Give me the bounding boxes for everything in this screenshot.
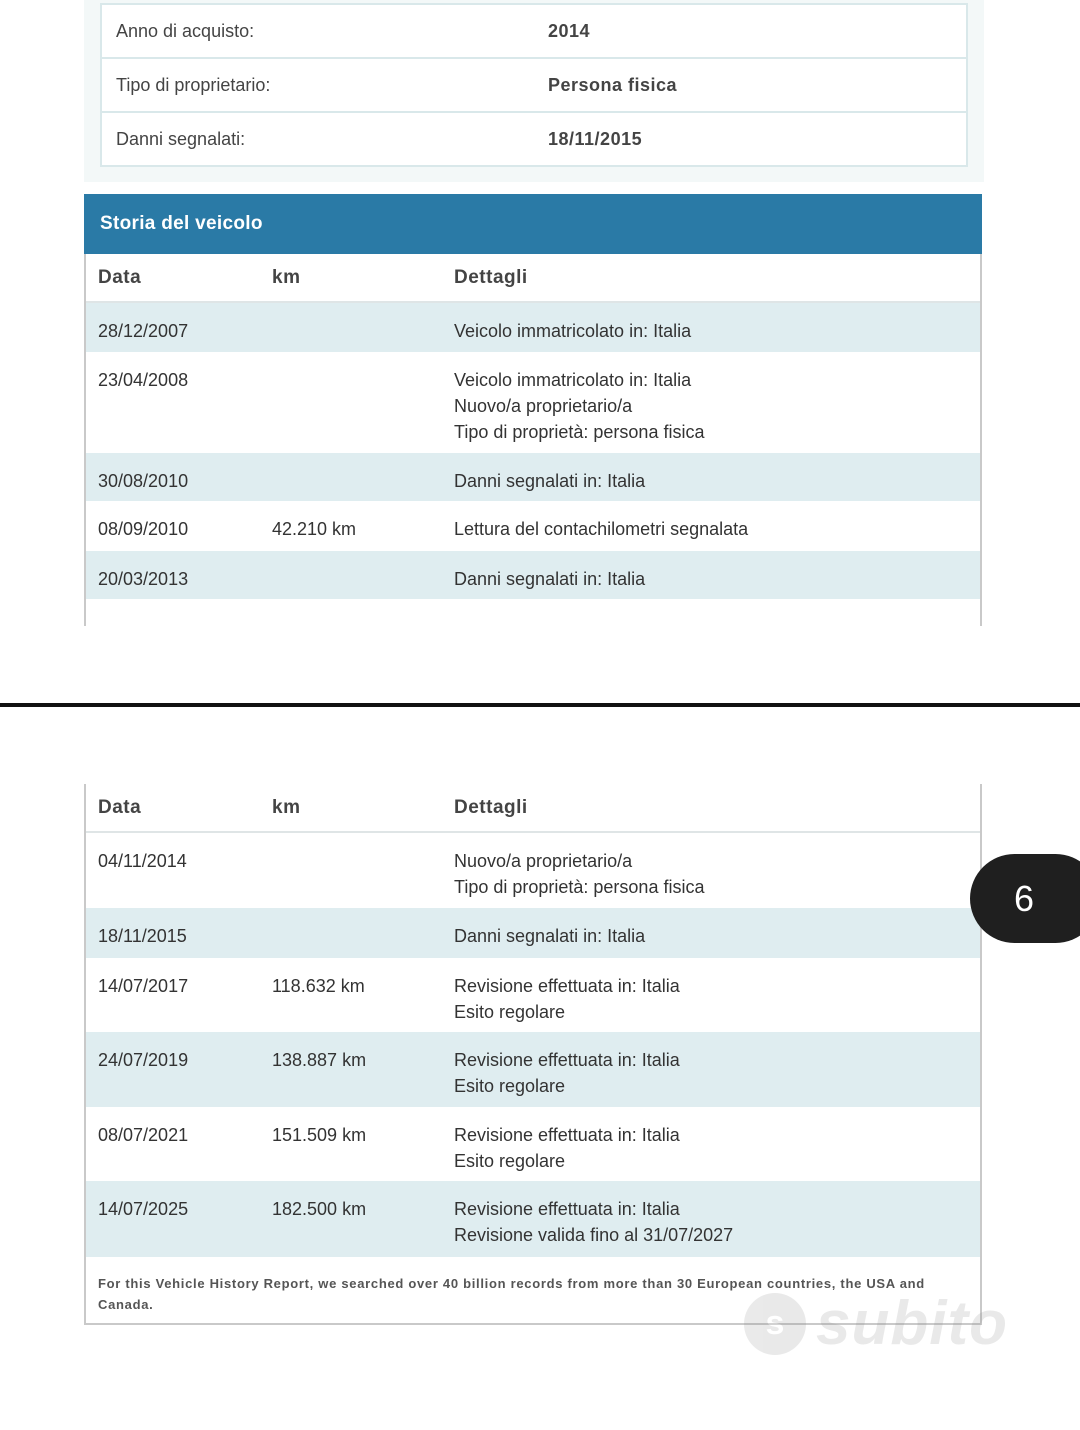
row-date: 14/07/2025	[98, 1199, 189, 1219]
row-date: 08/07/2021	[98, 1125, 189, 1145]
history-title: Storia del veicolo	[84, 194, 982, 254]
row-date: 18/11/2015	[98, 926, 187, 946]
detail-line: Nuovo/a proprietario/a	[454, 851, 633, 871]
row-details	[454, 566, 980, 599]
screenshot-divider	[0, 703, 1080, 707]
row-km	[272, 367, 454, 453]
detail-line: Danni segnalati in: Italia	[454, 471, 646, 491]
row-km	[272, 923, 454, 958]
vehicle-history-table	[84, 194, 982, 626]
table-row	[86, 551, 980, 599]
header-date: Data	[98, 796, 142, 818]
row-date: 20/03/2013	[98, 569, 189, 589]
row-date: 28/12/2007	[98, 321, 189, 341]
row-details	[454, 1196, 980, 1257]
table-row	[86, 958, 980, 1032]
header-km: km	[272, 796, 301, 818]
detail-line: Tipo di proprietà: persona fisica	[454, 422, 705, 442]
watermark-text: subito	[816, 1289, 1008, 1358]
subito-logo-icon: s	[744, 1293, 806, 1355]
info-label: Anno di acquisto:	[116, 20, 255, 41]
table-row	[86, 501, 980, 551]
table-row	[86, 1181, 980, 1257]
header-date: Data	[98, 266, 142, 288]
row-details	[454, 973, 980, 1032]
detail-line: Danni segnalati in: Italia	[454, 569, 646, 589]
history-rows	[86, 833, 980, 1257]
vehicle-info-table	[100, 3, 968, 167]
row-km	[272, 848, 454, 908]
row-details	[454, 1122, 980, 1181]
detail-line: Revisione effettuata in: Italia	[454, 1050, 680, 1070]
detail-line: Veicolo immatricolato in: Italia	[454, 370, 692, 390]
row-details	[454, 516, 980, 551]
info-row-owner-type	[102, 59, 966, 113]
table-header	[86, 784, 980, 833]
detail-line: Tipo di proprietà: persona fisica	[454, 877, 705, 897]
info-value: Persona fisica	[548, 74, 678, 95]
subito-watermark	[744, 1288, 1008, 1359]
row-km: 118.632 km	[272, 976, 365, 996]
detail-line: Revisione effettuata in: Italia	[454, 1125, 680, 1145]
row-details	[454, 1047, 980, 1107]
info-label: Danni segnalati:	[116, 128, 246, 149]
header-details: Dettagli	[454, 266, 528, 288]
detail-line: Esito regolare	[454, 1151, 566, 1171]
report-footnote: For this Vehicle History Report, we searched over 40 billion records from more than 30 European countries, the USA and Canada.	[98, 1276, 925, 1312]
row-km: 182.500 km	[272, 1199, 367, 1219]
row-km	[272, 318, 454, 352]
detail-line: Nuovo/a proprietario/a	[454, 396, 633, 416]
table-row	[86, 352, 980, 453]
row-date: 04/11/2014	[98, 851, 187, 871]
detail-line: Esito regolare	[454, 1002, 566, 1022]
info-value: 18/11/2015	[548, 128, 643, 149]
row-km	[272, 468, 454, 501]
info-row-damage	[102, 113, 966, 165]
detail-line: Danni segnalati in: Italia	[454, 926, 646, 946]
row-details	[454, 923, 980, 958]
detail-line: Lettura del contachilometri segnalata	[454, 519, 749, 539]
table-row	[86, 908, 980, 958]
row-date: 14/07/2017	[98, 976, 189, 996]
detail-line: Esito regolare	[454, 1076, 566, 1096]
header-details: Dettagli	[454, 796, 528, 818]
row-km: 42.210 km	[272, 519, 357, 539]
table-row	[86, 1107, 980, 1181]
row-km: 138.887 km	[272, 1050, 367, 1070]
row-km	[272, 566, 454, 599]
info-value: 2014	[548, 20, 591, 41]
info-label: Tipo di proprietario:	[116, 74, 271, 95]
detail-line: Revisione valida fino al 31/07/2027	[454, 1225, 734, 1245]
row-details	[454, 318, 980, 352]
row-km: 151.509 km	[272, 1125, 367, 1145]
history-rows	[86, 303, 980, 599]
row-details	[454, 468, 980, 501]
row-date: 08/09/2010	[98, 519, 189, 539]
row-date: 30/08/2010	[98, 471, 189, 491]
row-details	[454, 367, 980, 453]
table-row	[86, 1032, 980, 1107]
vehicle-history-table-continued	[84, 784, 982, 1325]
table-header	[86, 254, 980, 303]
detail-line: Veicolo immatricolato in: Italia	[454, 321, 692, 341]
info-row-purchase-year	[102, 5, 966, 59]
detail-line: Revisione effettuata in: Italia	[454, 1199, 680, 1219]
row-date: 23/04/2008	[98, 370, 189, 390]
detail-line: Revisione effettuata in: Italia	[454, 976, 680, 996]
page-number-badge: 6	[970, 854, 1080, 943]
row-date: 24/07/2019	[98, 1050, 189, 1070]
table-row	[86, 453, 980, 501]
table-row	[86, 833, 980, 908]
table-row	[86, 303, 980, 352]
header-km: km	[272, 266, 301, 288]
row-details	[454, 848, 980, 908]
